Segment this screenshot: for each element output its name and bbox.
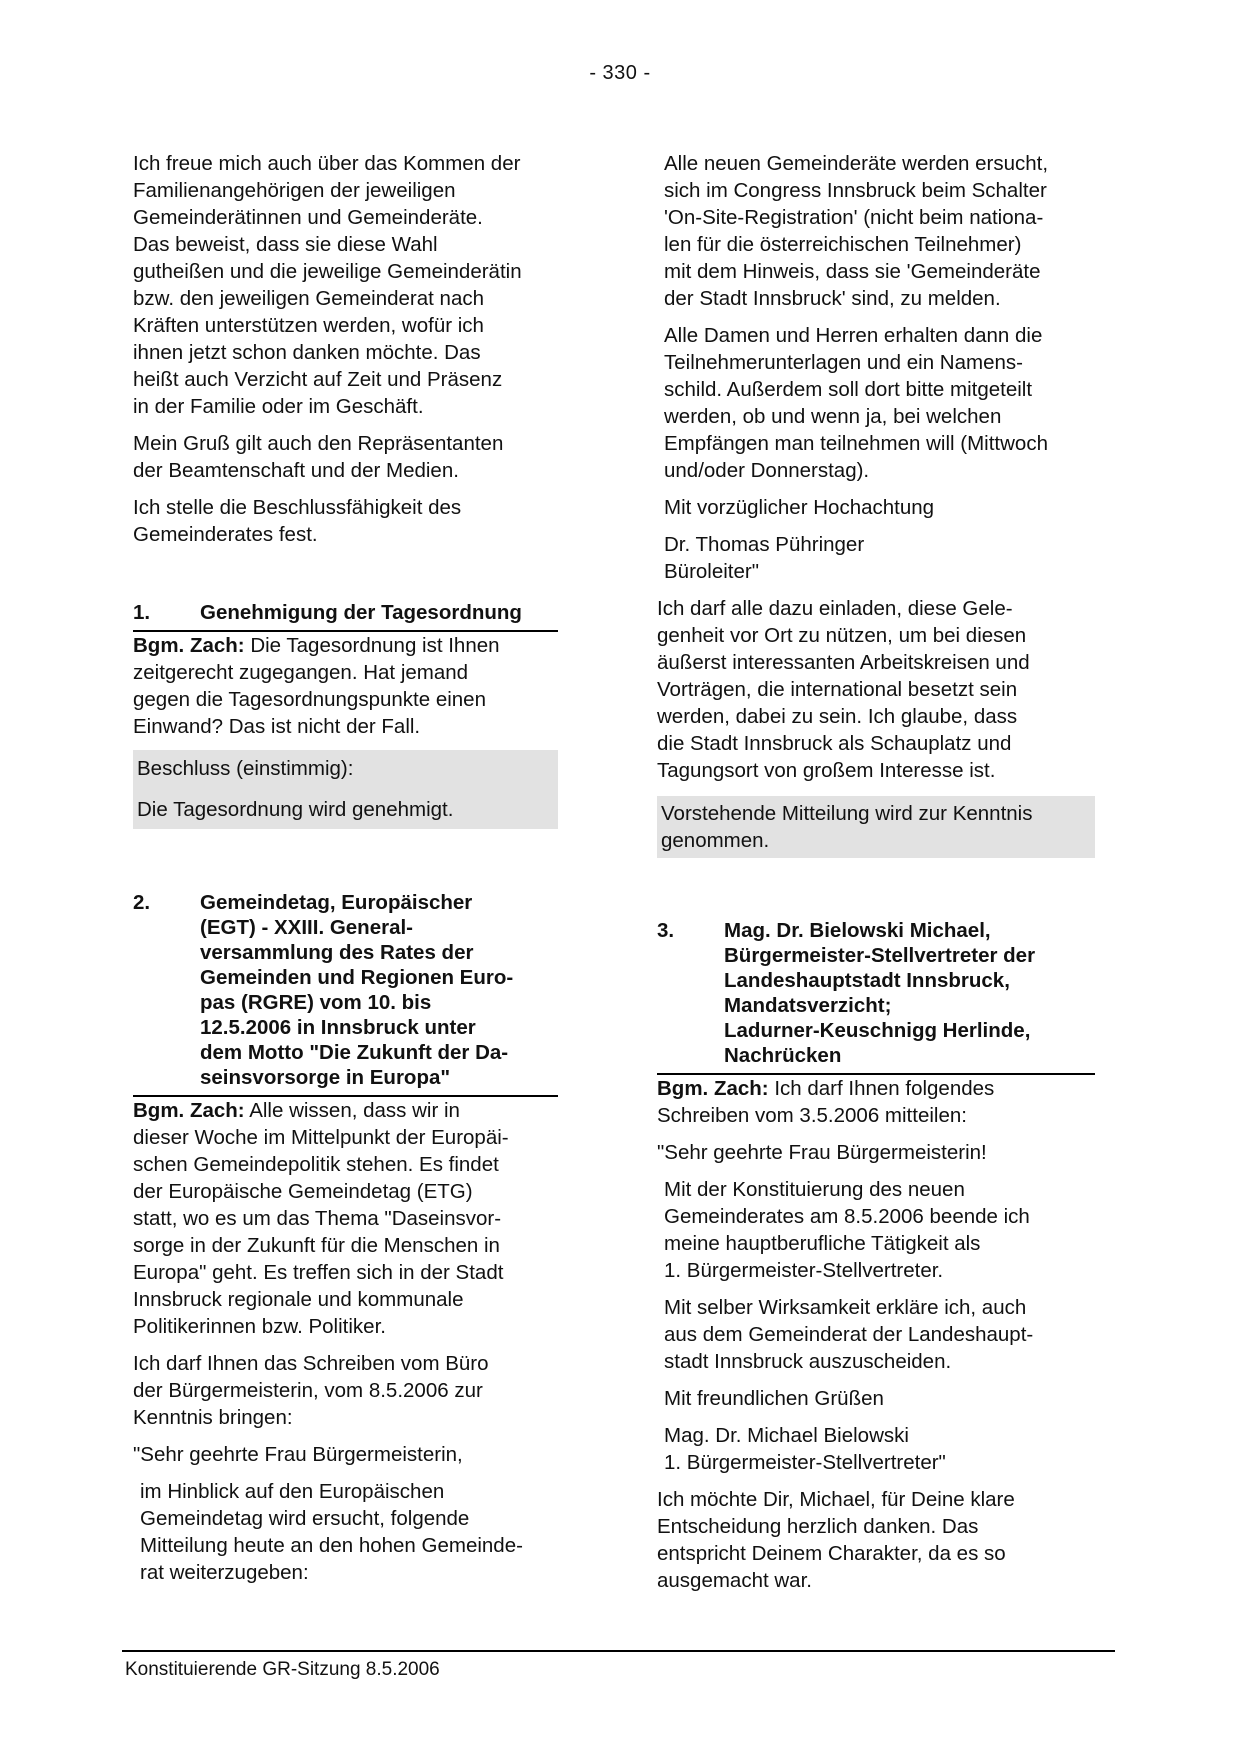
letter-closing: Mit freundlichen Grüßen [664, 1387, 884, 1410]
letter-paragraph: Alle Damen und Herren erhalten dann die Teilnehmerunterlagen und ein Namens- schild. Außerdem soll dort bitte mitgeteilt werden, ob und wenn ja, bei welchen Empfängen man teilnehmen will (Mittwoch und/oder Donnerstag). [664, 324, 1048, 482]
letter-paragraph: Mit selber Wirksamkeit erkläre ich, auch aus dem Gemeinderat der Landeshaupt- stadt Innsbruck auszuscheiden. [664, 1296, 1034, 1373]
speaker-name: Bgm. Zach: [133, 634, 245, 657]
resolution-label: Beschluss (einstimmig): [137, 757, 354, 780]
letter-signature: Mag. Dr. Michael Bielowski 1. Bürgermeister-Stellvertreter" [664, 1424, 946, 1474]
speech-paragraph [133, 632, 558, 740]
speech-text: Ich darf Ihnen folgendes Schreiben vom 3.5.2006 mitteilen: [657, 1077, 995, 1127]
right-column [657, 150, 1095, 1604]
section-title: Mag. Dr. Bielowski Michael, Bürgermeister-Stellvertreter der Landeshauptstadt Innsbruck, Mandatsverzicht; Ladurner-Keuschnigg Herlinde, Nachrücken [724, 919, 1036, 1067]
speaker-name: Bgm. Zach: [657, 1077, 769, 1100]
paragraph: Ich darf alle dazu einladen, diese Gele- genheit vor Ort zu nützen, um bei diesen äußerst interessanten Arbeitskreisen und Vorträgen, die international besetzt sein werden, dabei zu sein. Ich glaube, dass die Stadt Innsbruck als Schauplatz und Tagungsort von großem Interesse ist. [657, 597, 1030, 782]
section-2-heading [133, 890, 558, 1097]
letter-paragraph: im Hinblick auf den Europäischen Gemeindetag wird ersucht, folgende Mitteilung heute an den hohen Gemeinde- rat weiterzugeben: [140, 1480, 523, 1584]
speech-text: Alle wissen, dass wir in dieser Woche im Mittelpunkt der Europäi- schen Gemeindepolitik stehen. Es findet der Europäische Gemeindetag (ETG) statt, wo es um das Thema "Daseinsvor- sorge in der Zukunft für die Menschen in Europa" geht. Es treffen sich in der Stadt Innsbruck regionale und kommunale Politikerinnen bzw. Politiker. [133, 1099, 509, 1338]
notice-text: Vorstehende Mitteilung wird zur Kenntnis genommen. [661, 802, 1033, 852]
section-1-heading [133, 600, 558, 632]
letter-paragraph: Alle neuen Gemeinderäte werden ersucht, sich im Congress Innsbruck beim Schalter 'On-Site-Registration' (nicht beim nationa- len für die österreichischen Teilnehmer) mit dem Hinweis, dass sie 'Gemeinderäte der Stadt Innsbruck' sind, zu melden. [664, 152, 1049, 310]
section-number: 2. [133, 891, 151, 914]
section-title: Genehmigung der Tagesordnung [200, 601, 522, 624]
page-number: - 330 - [589, 62, 651, 84]
section-number: 1. [133, 601, 151, 624]
speech-text: Die Tagesordnung ist Ihnen zeitgerecht zugegangen. Hat jemand gegen die Tagesordnungspunkte einen Einwand? Das ist nicht der Fall. [133, 634, 500, 738]
paragraph: Ich darf Ihnen das Schreiben vom Büro der Bürgermeisterin, vom 8.5.2006 zur Kenntnis bringen: [133, 1352, 489, 1429]
resolution-text: Die Tagesordnung wird genehmigt. [137, 798, 454, 821]
notice-block [657, 796, 1095, 858]
resolution-block [133, 750, 558, 829]
letter-salutation: "Sehr geehrte Frau Bürgermeisterin, [133, 1443, 463, 1466]
speech-paragraph [133, 1097, 558, 1340]
letter-paragraph: Mit der Konstituierung des neuen Gemeinderates am 8.5.2006 beende ich meine hauptberufliche Tätigkeit als 1. Bürgermeister-Stellvertreter. [664, 1178, 1030, 1282]
letter-closing: Mit vorzüglicher Hochachtung [664, 496, 935, 519]
paragraph: Ich möchte Dir, Michael, für Deine klare Entscheidung herzlich danken. Das entspricht Deinem Charakter, da es so ausgemacht war. [657, 1488, 1015, 1592]
footer-label: Konstituierende GR-Sitzung 8.5.2006 [125, 1659, 440, 1680]
left-column [133, 150, 558, 1596]
section-number: 3. [657, 919, 675, 942]
speaker-name: Bgm. Zach: [133, 1099, 245, 1122]
section-title: Gemeindetag, Europäischer (EGT) - XXIII. General- versammlung des Rates der Gemeinden und Regionen Euro- pas (RGRE) vom 10. bis 12.5.2006 in Innsbruck unter dem Motto "Die Zukunft der Da- seinsvorsorge in Europa" [200, 891, 514, 1089]
paragraph: Ich stelle die Beschlussfähigkeit des Gemeinderates fest. [133, 496, 462, 546]
section-3-heading [657, 918, 1095, 1075]
paragraph: Mein Gruß gilt auch den Repräsentanten der Beamtenschaft und der Medien. [133, 432, 504, 482]
letter-salutation: "Sehr geehrte Frau Bürgermeisterin! [657, 1141, 987, 1164]
letter-signature: Dr. Thomas Pühringer Büroleiter" [664, 533, 865, 583]
footer-divider [122, 1650, 1115, 1652]
paragraph: Ich freue mich auch über das Kommen der Familienangehörigen der jeweiligen Gemeinderätinnen und Gemeinderäte. Das beweist, dass sie diese Wahl gutheißen und die jeweilige Gemeinderätin bzw. den jeweiligen Gemeinderat nach Kräften unterstützen werden, wofür ich ihnen jetzt schon danken möchte. Das heißt auch Verzicht auf Zeit und Präsenz in der Familie oder im Geschäft. [133, 152, 522, 418]
speech-paragraph [657, 1075, 1095, 1129]
